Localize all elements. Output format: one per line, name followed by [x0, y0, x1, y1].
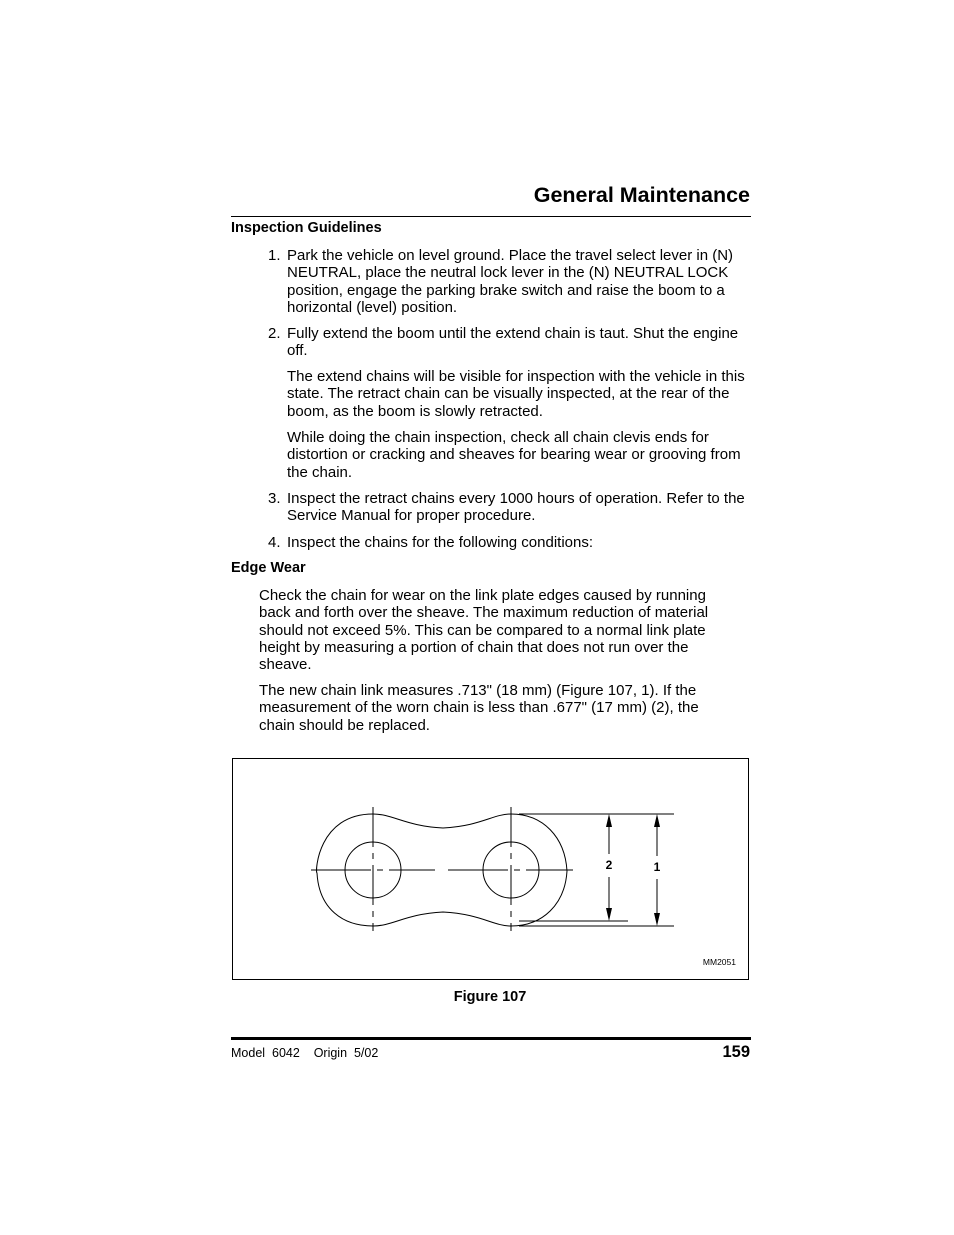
arrow-head — [654, 814, 660, 827]
body-paragraph: Check the chain for wear on the link plate edges caused by running back and forth over the sheave. The maximum reduction of material should not exceed 5%. This can be compared to a normal link plate height by measuring a portion of chain that does not run over the sheave. — [259, 587, 709, 674]
step-number: 2. — [268, 325, 281, 342]
step-number: 1. — [268, 247, 281, 264]
step-text: Inspect the retract chains every 1000 hours of operation. Refer to the Service Manual for proper procedure. — [287, 490, 745, 525]
page-number: 159 — [722, 1043, 750, 1061]
step-number: 3. — [268, 490, 281, 507]
step-number: 4. — [268, 534, 281, 551]
footer-model-origin: Model 6042 Origin 5/02 — [231, 1046, 379, 1060]
footer-rule — [231, 1037, 751, 1040]
arrow-head — [654, 913, 660, 926]
figure-caption: Figure 107 — [453, 989, 527, 1005]
figure-frame — [232, 758, 749, 980]
section-heading-edge-wear: Edge Wear — [231, 560, 306, 576]
figure-code: MM2051 — [702, 957, 736, 967]
callout-2: 2 — [605, 858, 613, 872]
section-heading-inspection: Inspection Guidelines — [231, 220, 382, 236]
body-paragraph: The new chain link measures .713" (18 mm) (Figure 107, 1). If the measurement of the worn chain is less than .677" (17 mm) (2), the chain should be replaced. — [259, 682, 699, 734]
arrow-head — [606, 908, 612, 921]
step-text: Inspect the chains for the following conditions: — [287, 534, 594, 551]
step-text: Park the vehicle on level ground. Place the travel select lever in (N) NEUTRAL, place the neutral lock lever in the (N) NEUTRAL LOCK position, engage the parking brake switch and raise the boom to a horizontal (level) position. — [287, 247, 734, 316]
arrow-head — [606, 814, 612, 827]
page-title: General Maintenance — [533, 183, 750, 207]
chain-link-diagram — [233, 759, 750, 981]
title-rule — [231, 216, 751, 217]
callout-1: 1 — [653, 860, 661, 874]
step-text: Fully extend the boom until the extend chain is taut. Shut the engine off. — [287, 325, 739, 360]
step-note: While doing the chain inspection, check all chain clevis ends for distortion or cracking and sheaves for bearing wear or grooving from the chain. — [287, 429, 741, 481]
step-note: The extend chains will be visible for inspection with the vehicle in this state. The retract chain can be visually inspected, at the rear of the boom, as the boom is slowly retracted. — [287, 368, 745, 420]
